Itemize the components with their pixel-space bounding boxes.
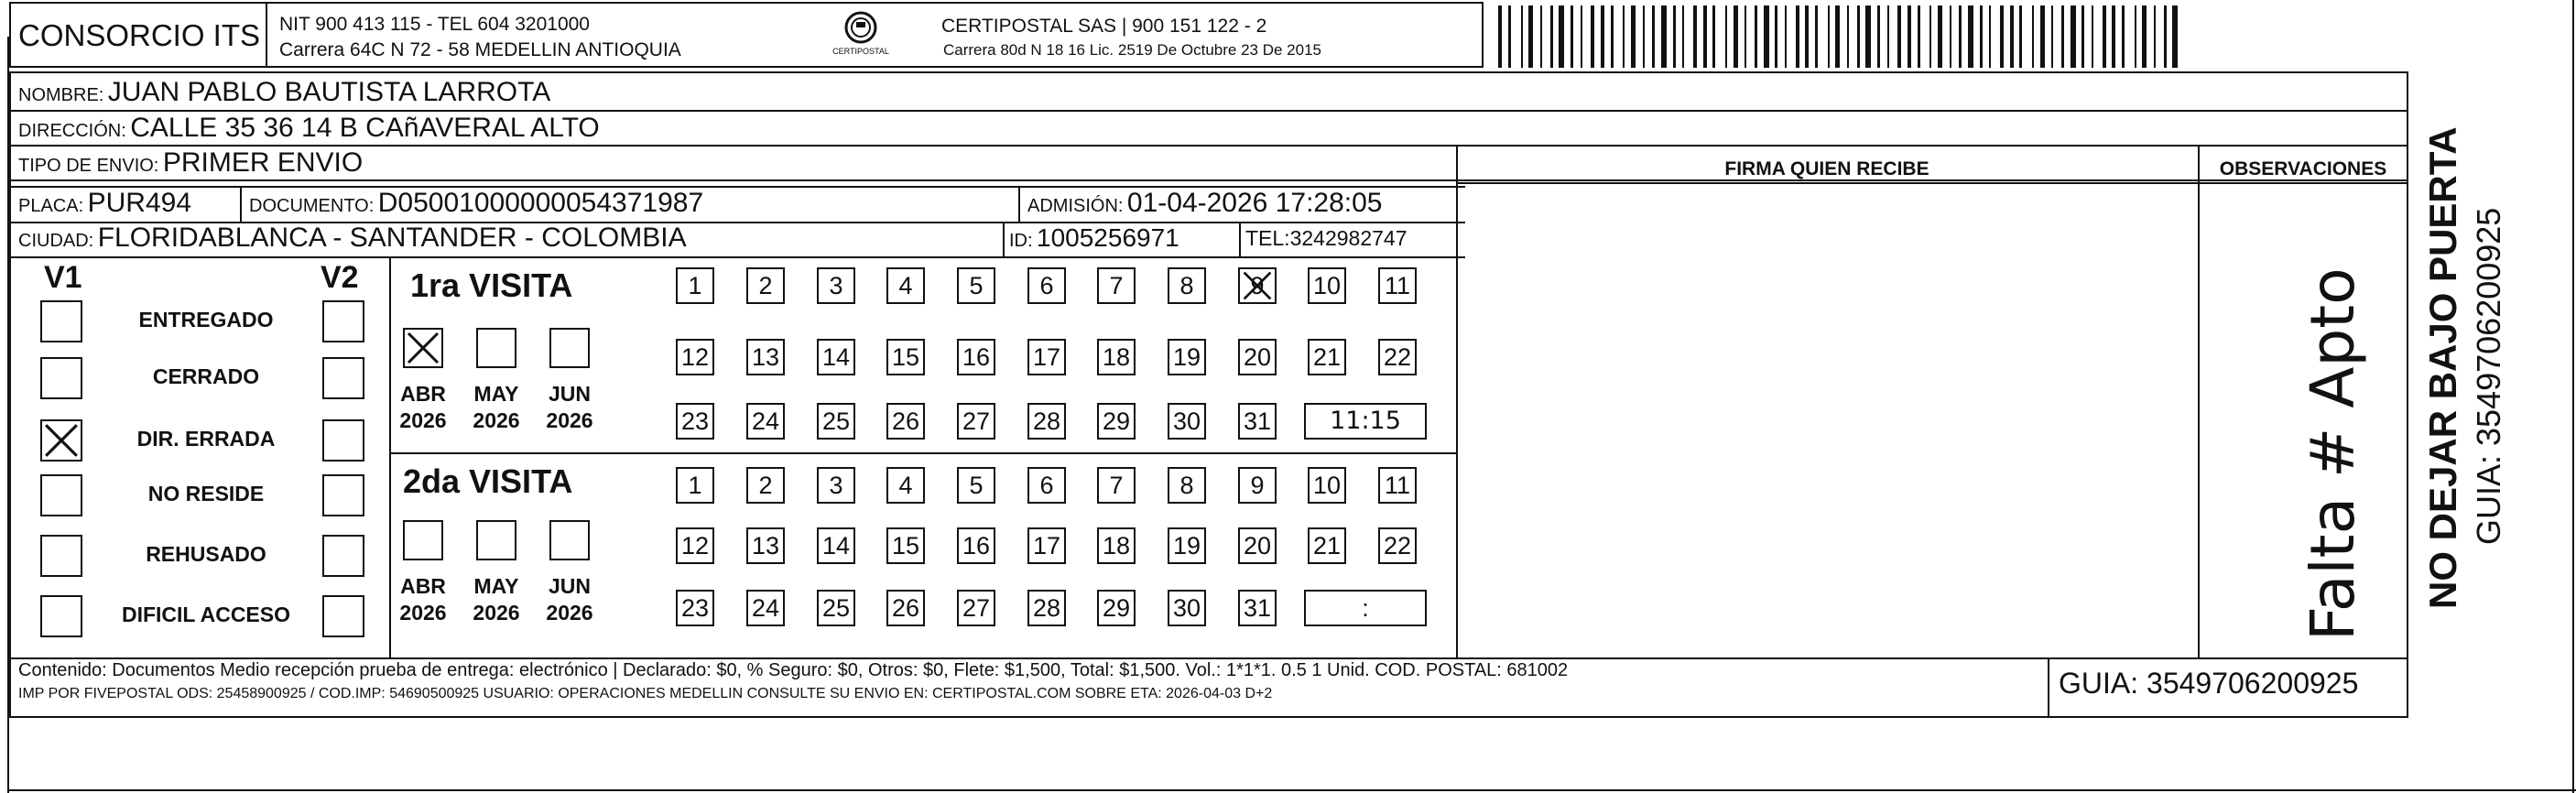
barcode-bar [1601,5,1604,68]
day-box[interactable]: 9 [1238,267,1277,304]
certipostal-logo [829,9,893,62]
day-box[interactable]: 23 [676,590,714,626]
certipostal-line: CERTIPOSTAL SAS | 900 151 122 - 2 [941,16,1267,37]
nombre-field [18,79,550,106]
placa-value: PUR494 [87,188,192,218]
day-box[interactable]: 12 [676,339,714,375]
day-box[interactable]: 1 [676,467,714,504]
barcode-bar [1815,5,1818,68]
barcode-bar [2051,5,2053,68]
barcode-bar [1897,5,1901,68]
barcode-bar [1559,5,1564,68]
company-name: CONSORCIO ITS [18,18,261,52]
first-visit-label: 1ra VISITA [410,266,573,304]
barcode-bar [1775,5,1777,68]
footer-guia-divider [2048,657,2049,718]
side-guia: GUIA: 3549706200925 [2470,207,2507,545]
day-box[interactable]: 4 [886,467,925,504]
v2-checkbox[interactable] [322,357,364,399]
day-box[interactable]: 4 [886,267,925,304]
v2-checkbox[interactable] [322,595,364,637]
v1-checkbox[interactable] [40,595,82,637]
tipo-field [18,149,363,177]
day-box[interactable]: 2 [746,267,785,304]
day-box[interactable]: 10 [1308,467,1346,504]
barcode-bar [1581,5,1582,68]
day-box[interactable]: 30 [1168,403,1206,440]
day-box[interactable]: 18 [1097,339,1136,375]
day-box[interactable]: 22 [1378,527,1417,564]
barcode-bar [1857,5,1860,68]
tel-value: 3242982747 [1289,226,1408,250]
day-box[interactable]: 13 [746,339,785,375]
time-box[interactable]: 11:15 [1304,403,1427,440]
day-box[interactable]: 14 [817,527,855,564]
documento-label: DOCUMENTO: [249,196,375,216]
observacion-handwriting: Falta # Apto [2298,267,2368,641]
month-label: JUN 2026 [546,382,593,432]
day-box[interactable]: 7 [1097,467,1136,504]
barcode-bar [1764,5,1769,68]
day-box[interactable]: 25 [817,590,855,626]
month-checkbox[interactable] [476,520,516,560]
ciudad-value: FLORIDABLANCA - SANTANDER - COLOMBIA [97,223,687,253]
row-line-1 [9,110,2408,112]
barcode-bar [2142,5,2147,68]
barcode-bar [1508,5,1511,68]
placa-field [18,190,191,217]
barcode-bar [1571,5,1573,68]
day-box[interactable]: 8 [1168,267,1206,304]
license-line: Carrera 80d N 18 16 Lic. 2519 De Octubre 23 De 2015 [943,41,1321,59]
barcode-bar [1785,5,1787,68]
day-box[interactable]: 16 [957,339,995,375]
month-checkbox[interactable] [476,328,516,368]
day-box[interactable]: 3 [817,467,855,504]
v1-checkbox[interactable] [40,535,82,577]
month-label: MAY 2026 [473,574,520,625]
day-box[interactable]: 8 [1168,467,1206,504]
day-box[interactable]: 3 [817,267,855,304]
second-visit-label: 2da VISITA [403,462,573,500]
v2-checkbox[interactable] [322,419,364,462]
day-box[interactable]: 11 [1378,267,1417,304]
id-divider [1003,222,1005,256]
barcode-bar [1623,5,1625,68]
barcode-bar [1980,5,1983,68]
day-box[interactable]: 15 [886,339,925,375]
barcode-bar [1989,5,1991,68]
month-checkbox[interactable] [403,328,443,368]
day-box[interactable]: 21 [1308,339,1346,375]
barcode-bar [2172,5,2178,68]
day-box[interactable]: 7 [1097,267,1136,304]
imp-line: IMP POR FIVEPOSTAL ODS: 25458900925 / COD.IMP: 54690500925 USUARIO: OPERACIONES MEDELLIN CONSULTE SU ENVIO EN: CERTIPOSTAL.COM SOBRE ETA: 2026-04-03 D+2 [18,686,1273,701]
observaciones-divider [2198,145,2200,657]
barcode-bar [1631,5,1636,68]
barcode-bar [2071,5,2076,68]
barcode-bar [2040,5,2045,68]
v2-checkbox[interactable] [322,474,364,516]
day-box[interactable]: 5 [957,267,995,304]
barcode-bar [1865,5,1871,68]
id-value: 1005256971 [1037,223,1179,252]
day-box[interactable]: 25 [817,403,855,440]
day-box[interactable]: 6 [1027,467,1066,504]
day-box[interactable]: 24 [746,590,785,626]
month-checkbox[interactable] [549,520,590,560]
option-label: CERRADO [152,364,260,388]
day-box[interactable]: 20 [1238,339,1277,375]
logo-text: CERTIPOSTAL [832,47,889,56]
day-box[interactable]: 16 [957,527,995,564]
option-label: NO RESIDE [147,482,265,505]
nombre-value: JUAN PABLO BAUTISTA LARROTA [107,77,551,107]
time-box[interactable]: : [1304,590,1427,626]
v2-label: V2 [321,260,359,295]
day-box[interactable]: 26 [886,590,925,626]
tipo-value: PRIMER ENVIO [162,147,364,178]
day-box[interactable]: 22 [1378,339,1417,375]
nit-line: NIT 900 413 115 - TEL 604 3201000 [279,14,590,35]
barcode-bar [1693,5,1697,68]
day-box[interactable]: 15 [886,527,925,564]
page-bottom-edge [7,789,2576,791]
barcode-bar [1929,5,1931,68]
day-box[interactable]: 6 [1027,267,1066,304]
day-box[interactable]: 26 [886,403,925,440]
barcode-bar [2164,5,2167,68]
barcode-bar [2112,5,2115,68]
barcode-bar [1805,5,1809,68]
day-box[interactable]: 27 [957,590,995,626]
day-box[interactable]: 31 [1238,403,1277,440]
barcode-bar [1959,5,1962,68]
day-box[interactable]: 18 [1097,527,1136,564]
option-label: ENTREGADO [138,308,274,331]
observaciones-label: OBSERVACIONES [2219,158,2387,179]
page-right-edge [2572,0,2574,793]
barcode-bar [2103,5,2106,68]
barcode-bar [1673,5,1676,68]
option-label: DIR. ERRADA [136,427,276,451]
barcode-bar [2032,5,2034,68]
day-box[interactable]: 10 [1308,267,1346,304]
direccion-label: DIRECCIÓN: [18,121,126,141]
barcode-bar [1918,5,1920,68]
barcode-bar [1682,5,1684,68]
barcode-bar [2010,5,2014,68]
tel-label: TEL: [1245,226,1290,250]
day-box[interactable]: 20 [1238,527,1277,564]
barcode [1498,5,2180,68]
id-label: ID: [1009,231,1033,251]
month-label: MAY 2026 [473,382,520,432]
signature-header-line [1456,182,2408,184]
documento-value: D05001000000054371987 [377,188,704,218]
barcode-bar [1498,5,1502,68]
barcode-bar [1611,5,1614,68]
header-divider [266,2,267,68]
v1-checkbox[interactable] [40,357,82,399]
barcode-bar [1521,5,1523,68]
placa-divider [240,186,242,222]
barcode-bar [1703,5,1707,68]
day-box[interactable]: 31 [1238,590,1277,626]
day-box[interactable]: 14 [817,339,855,375]
barcode-bar [1591,5,1594,68]
admision-field [1027,190,1382,217]
barcode-bar [1887,5,1889,68]
barcode-bar [1877,5,1880,68]
barcode-bar [1550,5,1553,68]
barcode-bar [1745,5,1746,68]
visit-split-line [389,452,1456,454]
barcode-bar [2092,5,2093,68]
barcode-bar [1938,5,1942,68]
month-label: ABR 2026 [399,382,447,432]
nombre-label: NOMBRE: [18,85,104,105]
barcode-bar [1828,5,1830,68]
day-box[interactable]: 19 [1168,527,1206,564]
day-box[interactable]: 5 [957,467,995,504]
barcode-bar [1643,5,1645,68]
tel-field [1245,228,1408,249]
barcode-bar [1835,5,1840,68]
row-line-3 [9,179,2408,181]
v1-checkbox[interactable] [40,474,82,516]
barcode-bar [1661,5,1667,68]
day-box[interactable]: 28 [1027,403,1066,440]
ciudad-label: CIUDAD: [18,231,94,251]
day-box[interactable]: 17 [1027,527,1066,564]
barcode-bar [1968,5,1973,68]
id-field [1009,225,1179,251]
barcode-bar [2000,5,2004,68]
row-line-2 [9,145,2408,147]
option-label: DIFICIL ACCESO [121,603,290,626]
barcode-bar [2061,5,2064,68]
admision-divider [1018,186,1020,222]
side-warning: NO DEJAR BAJO PUERTA [2421,126,2464,609]
direccion-value: CALLE 35 36 14 B CAñAVERAL ALTO [130,113,600,143]
firma-label: FIRMA QUIEN RECIBE [1724,158,1929,179]
barcode-bar [1908,5,1911,68]
direccion-field [18,114,600,142]
day-box[interactable]: 30 [1168,590,1206,626]
day-box[interactable]: 27 [957,403,995,440]
day-box[interactable]: 17 [1027,339,1066,375]
content-line: Contenido: Documentos Medio recepción prueba de entrega: electrónico | Declarado: $0, % Seguro: $0, Otros: $0, Flete: $1,500, Total: $1,500. Vol.: 1*1*1. 0.5 1 Unid. COD. POSTAL: 681002 [18,660,1569,680]
barcode-bar [2081,5,2084,68]
month-checkbox[interactable] [403,520,443,560]
barcode-bar [1796,5,1799,68]
day-box[interactable]: 12 [676,527,714,564]
month-checkbox[interactable] [549,328,590,368]
documento-field [249,190,703,217]
tipo-label: TIPO DE ENVIO: [18,156,159,176]
barcode-bar [1540,5,1542,68]
v1-label: V1 [44,260,82,295]
barcode-bar [1755,5,1757,68]
day-box[interactable]: 13 [746,527,785,564]
barcode-bar [1734,5,1738,68]
day-box[interactable]: 21 [1308,527,1346,564]
day-box[interactable]: 19 [1168,339,1206,375]
address-line: Carrera 64C N 72 - 58 MEDELLIN ANTIOQUIA [279,39,681,60]
day-box[interactable]: 9 [1238,467,1277,504]
barcode-bar [2019,5,2022,68]
day-box[interactable]: 29 [1097,403,1136,440]
v1-checkbox[interactable] [40,419,82,462]
day-box[interactable]: 29 [1097,590,1136,626]
day-box[interactable]: 24 [746,403,785,440]
day-box[interactable]: 11 [1378,467,1417,504]
barcode-bar [1950,5,1951,68]
admision-value: 01-04-2026 17:28:05 [1126,188,1383,218]
signature-left-divider [1456,145,1458,657]
barcode-bar [1652,5,1655,68]
v1-checkbox[interactable] [40,300,82,342]
option-label: REHUSADO [146,542,266,566]
day-box[interactable]: 28 [1027,590,1066,626]
footer-guia: GUIA: 3549706200925 [2059,667,2359,700]
barcode-bar [2154,5,2156,68]
barcode-bar [1528,5,1533,68]
month-label: JUN 2026 [546,574,593,625]
barcode-bar [1847,5,1849,68]
row-line-5 [9,256,1465,258]
day-box[interactable]: 1 [676,267,714,304]
ciudad-field [18,224,687,252]
tel-divider [1239,222,1241,256]
day-box[interactable]: 2 [746,467,785,504]
barcode-bar [1712,5,1715,68]
admision-label: ADMISIÓN: [1027,196,1124,216]
barcode-bar [2122,5,2125,68]
barcode-bar [2135,5,2136,68]
barcode-bar [1725,5,1727,68]
month-label: ABR 2026 [399,574,447,625]
placa-label: PLACA: [18,196,84,216]
v2-checkbox[interactable] [322,300,364,342]
v2-checkbox[interactable] [322,535,364,577]
day-box[interactable]: 23 [676,403,714,440]
